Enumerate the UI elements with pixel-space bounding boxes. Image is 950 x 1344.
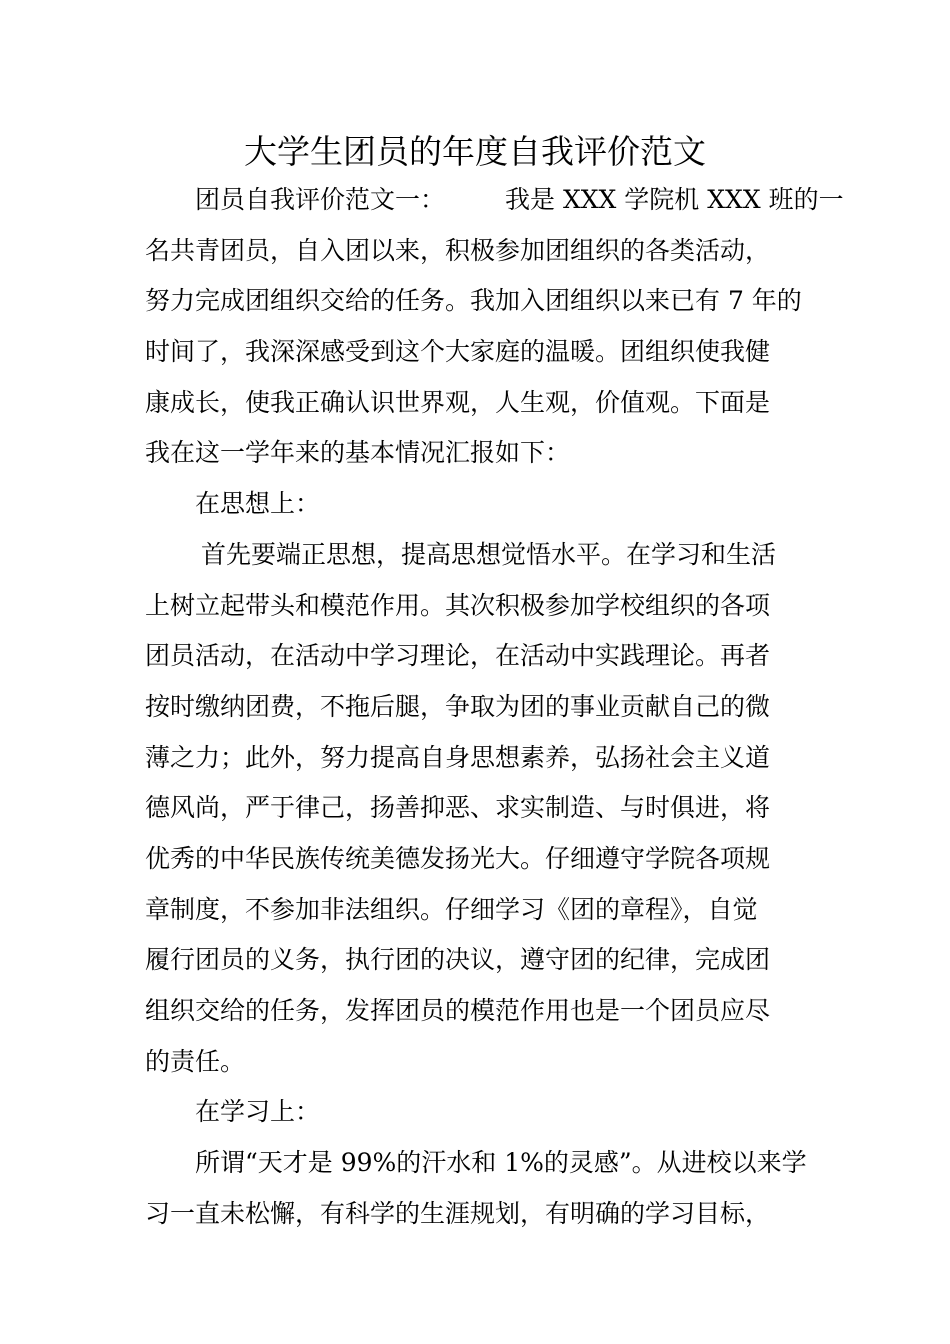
paragraph-line: 时间了，我深深感受到这个大家庭的温暖。团组织使我健 xyxy=(145,337,771,367)
paragraph-line xyxy=(145,175,844,226)
paragraph-line: 团员活动，在活动中学习理论，在活动中实践理论。再者 xyxy=(145,641,771,671)
section-heading: 在思想上： xyxy=(195,489,321,519)
paragraph-line: 康成长，使我正确认识世界观，人生观，价值观。下面是 xyxy=(145,387,771,417)
paragraph-line: 薄之力；此外，努力提高自身思想素养，弘扬社会主义道 xyxy=(145,742,771,772)
paragraph-line: 所谓“天才是 99%的汗水和 1%的灵感”。从进校以来学 xyxy=(195,1148,807,1178)
paragraph-line: 首先要端正思想，提高思想觉悟水平。在学习和生活 xyxy=(201,539,777,569)
paragraph-line: 按时缴纳团费，不拖后腿，争取为团的事业贡献自己的微 xyxy=(145,691,771,721)
paragraph-line: 我在这一学年来的基本情况汇报如下： xyxy=(145,438,571,468)
paragraph-line: 习一直未松懈，有科学的生涯规划，有明确的学习目标， xyxy=(145,1198,771,1228)
section-heading: 在学习上： xyxy=(195,1097,321,1127)
paragraph-line: 德风尚，严于律己，扬善抑恶、求实制造、与时俱进，将 xyxy=(145,793,771,823)
paragraph-line: 优秀的中华民族传统美德发扬光大。仔细遵守学院各项规 xyxy=(145,843,771,873)
document-title: 大学生团员的年度自我评价范文 xyxy=(244,132,706,171)
intro-label: 团员自我评价范文一： xyxy=(195,185,446,214)
paragraph-line: 的责任。 xyxy=(145,1046,246,1076)
document-body xyxy=(145,175,844,1239)
paragraph-line: 名共青团员，自入团以来，积极参加团组织的各类活动， xyxy=(145,235,771,265)
paragraph-line: 努力完成团组织交给的任务。我加入团组织以来已有 7 年的 xyxy=(145,286,802,316)
paragraph-line: 组织交给的任务，发挥团员的模范作用也是一个团员应尽 xyxy=(145,996,771,1025)
paragraph-line: 章制度，不参加非法组织。仔细学习《团的章程》，自觉 xyxy=(145,894,758,924)
intro-line-text: 我是 XXX 学院机 XXX 班的一 xyxy=(505,185,844,214)
paragraph-line: 上树立起带头和模范作用。其次积极参加学校组织的各项 xyxy=(145,590,771,620)
paragraph-line: 履行团员的义务，执行团的决议，遵守团的纪律，完成团 xyxy=(145,945,771,975)
